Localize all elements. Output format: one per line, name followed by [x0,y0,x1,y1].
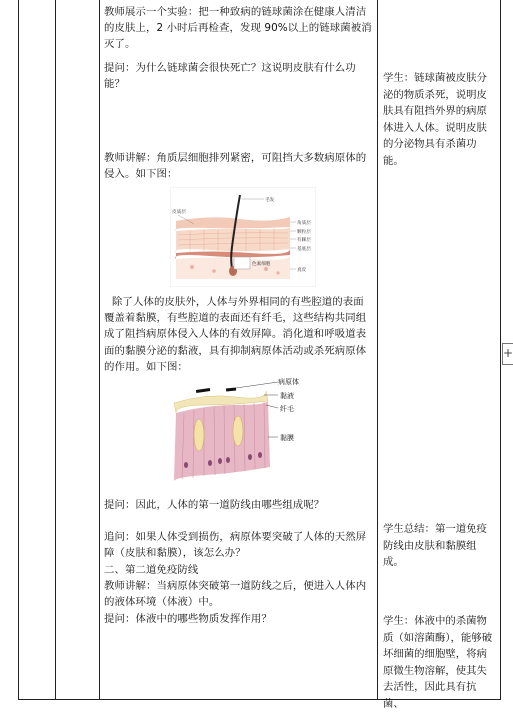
table-border-col1 [55,0,56,700]
question-why-die: 提问：为什么链球菌会很快死亡？这说明皮肤有什么功能？ [104,62,356,91]
label-mucus: 黏液 [280,392,294,400]
question-first-line: 提问：因此，人体的第一道防线由哪些组成呢？ [104,499,325,511]
explain-keratin: 教师讲解：角质层细胞排列紧密，可阻挡大多数病原体的侵入。如下图： [104,152,367,181]
student-answer-fluid: 学生：体液中的杀菌物质（如溶菌酶），能够破坏细菌的细胞壁，将病原微生物溶解，使其失去活性，因此具有抗菌、 [383,615,493,710]
table-border-col3 [377,0,378,700]
label-epidermis: 皮质层 [172,210,186,215]
label-dermis: 真皮 [297,268,307,273]
label-cilia: 纤毛 [280,405,294,413]
label-keratin: 角质层 [297,221,311,226]
mucosa-structure-figure [166,375,306,485]
experiment-paragraph: 教师展示一个实验：把一种致病的链球菌涂在健康人清洁的皮肤上，2 小时后再检查，发现 90%以上的链球菌被消灭了。 [104,6,372,51]
label-pathogen: 病原体 [278,378,299,386]
skin-structure-figure [170,187,316,287]
heading-second-line: 二、第二道免疫防线 [104,564,199,576]
question-breach: 追问：如果人体受到损伤，病原体要突破了人体的天然屏障（皮肤和黏膜），该怎么办？ [104,531,367,560]
question-body-fluid: 提问：体液中的哪些物质发挥作用？ [104,613,272,625]
expand-tab[interactable]: + [502,343,513,365]
label-spinous: 有棘层 [297,238,311,243]
epithelium [174,401,270,481]
table-border-left [18,0,19,700]
table-border-col2 [99,0,100,700]
mucosa-paragraph: 除了人体的皮肤外，人体与外界相同的有些腔道的表面覆盖着黏膜，有些腔道的表面还有纤毛，这些结构共同组成了阻挡病原体侵入人体的有效屏障。消化道和呼吸道表面的黏膜分泌的黏液，具有抑制病原体活动或杀死病原体的作用。如下图： [104,296,367,373]
student-answer-skin: 学生：链球菌被皮肤分泌的物质杀死，说明皮肤具有阻挡外界的病原体进入人体。说明皮肤的分泌物具有杀菌功能。 [383,72,487,167]
table-border-right [500,0,501,700]
student-summary-first-line: 学生总结：第一道免疫防线由皮肤和黏膜组成。 [383,523,487,569]
label-hair: 毛发 [265,198,275,203]
label-basal: 基底层 [297,247,311,252]
label-granular: 颗粒层 [297,230,311,235]
label-pigment: 色素细胞 [252,262,271,267]
label-mucosa: 黏膜 [280,434,294,442]
explain-body-fluid: 教师讲解：当病原体突破第一道防线之后，便进入人体内的液体环境（体液）中。 [104,580,367,609]
